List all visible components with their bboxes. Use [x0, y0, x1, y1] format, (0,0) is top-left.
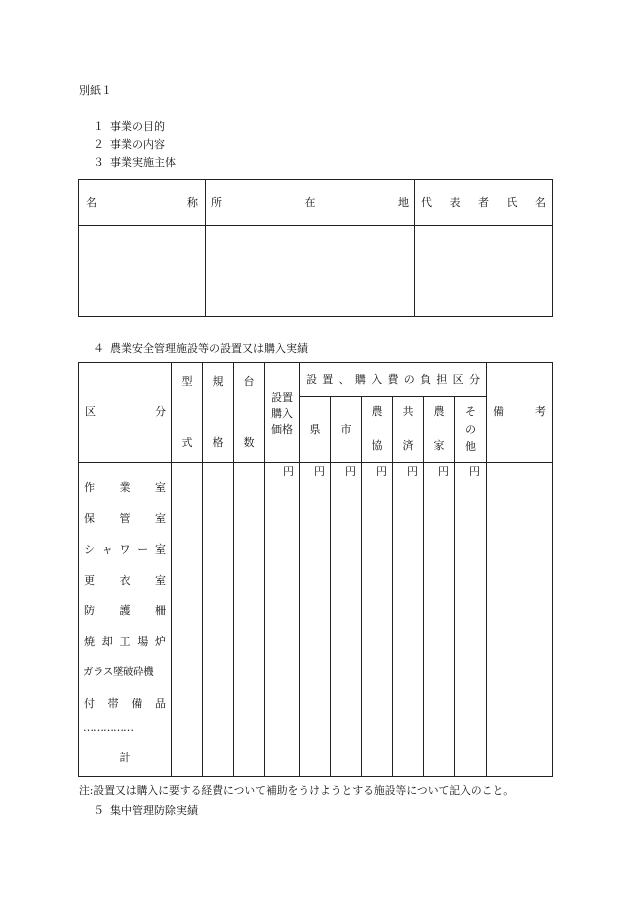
- header-price-line1: 設置: [271, 391, 293, 404]
- header-nouka-bottom: 家: [433, 439, 445, 452]
- section-1-number: １: [93, 120, 104, 133]
- cell-name-value[interactable]: [79, 226, 205, 316]
- section-5-number: ５: [93, 804, 104, 817]
- row-label-dots: ……………: [83, 721, 133, 734]
- header-city: 市: [340, 423, 352, 436]
- header-other-2: の: [465, 423, 476, 436]
- header-other-3: 他: [465, 440, 476, 453]
- header-price-line3: 価格: [271, 423, 293, 436]
- unit-city: 円: [345, 465, 356, 478]
- cell-address-value[interactable]: [206, 226, 414, 316]
- header-model-bottom: 式: [181, 436, 193, 449]
- row-label-storage-room: 保 管 室: [84, 512, 166, 525]
- section-3-number: ３: [93, 156, 104, 169]
- header-count-bottom: 数: [243, 436, 255, 449]
- header-prefecture: 県: [309, 423, 321, 436]
- header-spec-bottom: 格: [212, 436, 224, 449]
- header-address: 所 在 地: [211, 196, 409, 209]
- header-count-top: 台: [243, 375, 255, 388]
- row-label-work-room: 作 業 室: [84, 481, 166, 494]
- header-category: 区 分: [85, 405, 166, 418]
- section-2-number: ２: [93, 138, 104, 151]
- cell-representative-value[interactable]: [415, 226, 552, 316]
- unit-other: 円: [469, 465, 480, 478]
- row-label-incinerator: 焼 却 工 場 炉: [84, 635, 166, 648]
- attachment-label: 別紙１: [79, 84, 112, 97]
- header-representative: 代 表 者 氏 名: [421, 196, 546, 209]
- unit-nouka: 円: [438, 465, 449, 478]
- section-4-number: ４: [93, 342, 104, 355]
- header-spec-top: 規: [212, 375, 224, 388]
- unit-noukyou: 円: [376, 465, 387, 478]
- header-noukyou-bottom: 協: [371, 439, 383, 452]
- section-5-title: 集中管理防除実績: [110, 804, 198, 817]
- header-nouka-top: 農: [433, 405, 445, 418]
- unit-kyousai: 円: [407, 465, 418, 478]
- row-label-ancillary-equipment: 付 帯 備 品: [84, 697, 166, 710]
- header-price-line2: 購入: [271, 407, 293, 420]
- header-burden-group: 設 置 、 購 入 費 の 負 担 区 分: [306, 373, 480, 386]
- section-3-title: 事業実施主体: [110, 156, 176, 169]
- header-kyousai-bottom: 済: [402, 439, 414, 452]
- header-noukyou-top: 農: [371, 405, 383, 418]
- row-label-shower-room: シ ャ ワ ー 室: [84, 543, 166, 556]
- section-4-title: 農業安全管理施設等の設置又は購入実績: [110, 342, 308, 355]
- header-name: 名 称: [86, 196, 198, 209]
- header-model-top: 型: [181, 375, 193, 388]
- unit-price: 円: [283, 465, 294, 478]
- header-other-1: そ: [465, 405, 476, 418]
- row-label-protective-fence: 防 護 柵: [84, 604, 166, 617]
- row-label-changing-room: 更 衣 室: [84, 574, 166, 587]
- unit-prefecture: 円: [314, 465, 325, 478]
- section-2-title: 事業の内容: [110, 138, 165, 151]
- header-remarks: 備 考: [493, 405, 546, 418]
- row-label-glass-crusher: ガラス墜破砕機: [83, 666, 154, 678]
- section-1-title: 事業の目的: [110, 120, 165, 133]
- table-note: 注:設置又は購入に要する経費について補助をうけようとする施設等について記入のこと。: [79, 784, 515, 797]
- row-label-total: 計: [119, 751, 131, 764]
- header-kyousai-top: 共: [402, 405, 414, 418]
